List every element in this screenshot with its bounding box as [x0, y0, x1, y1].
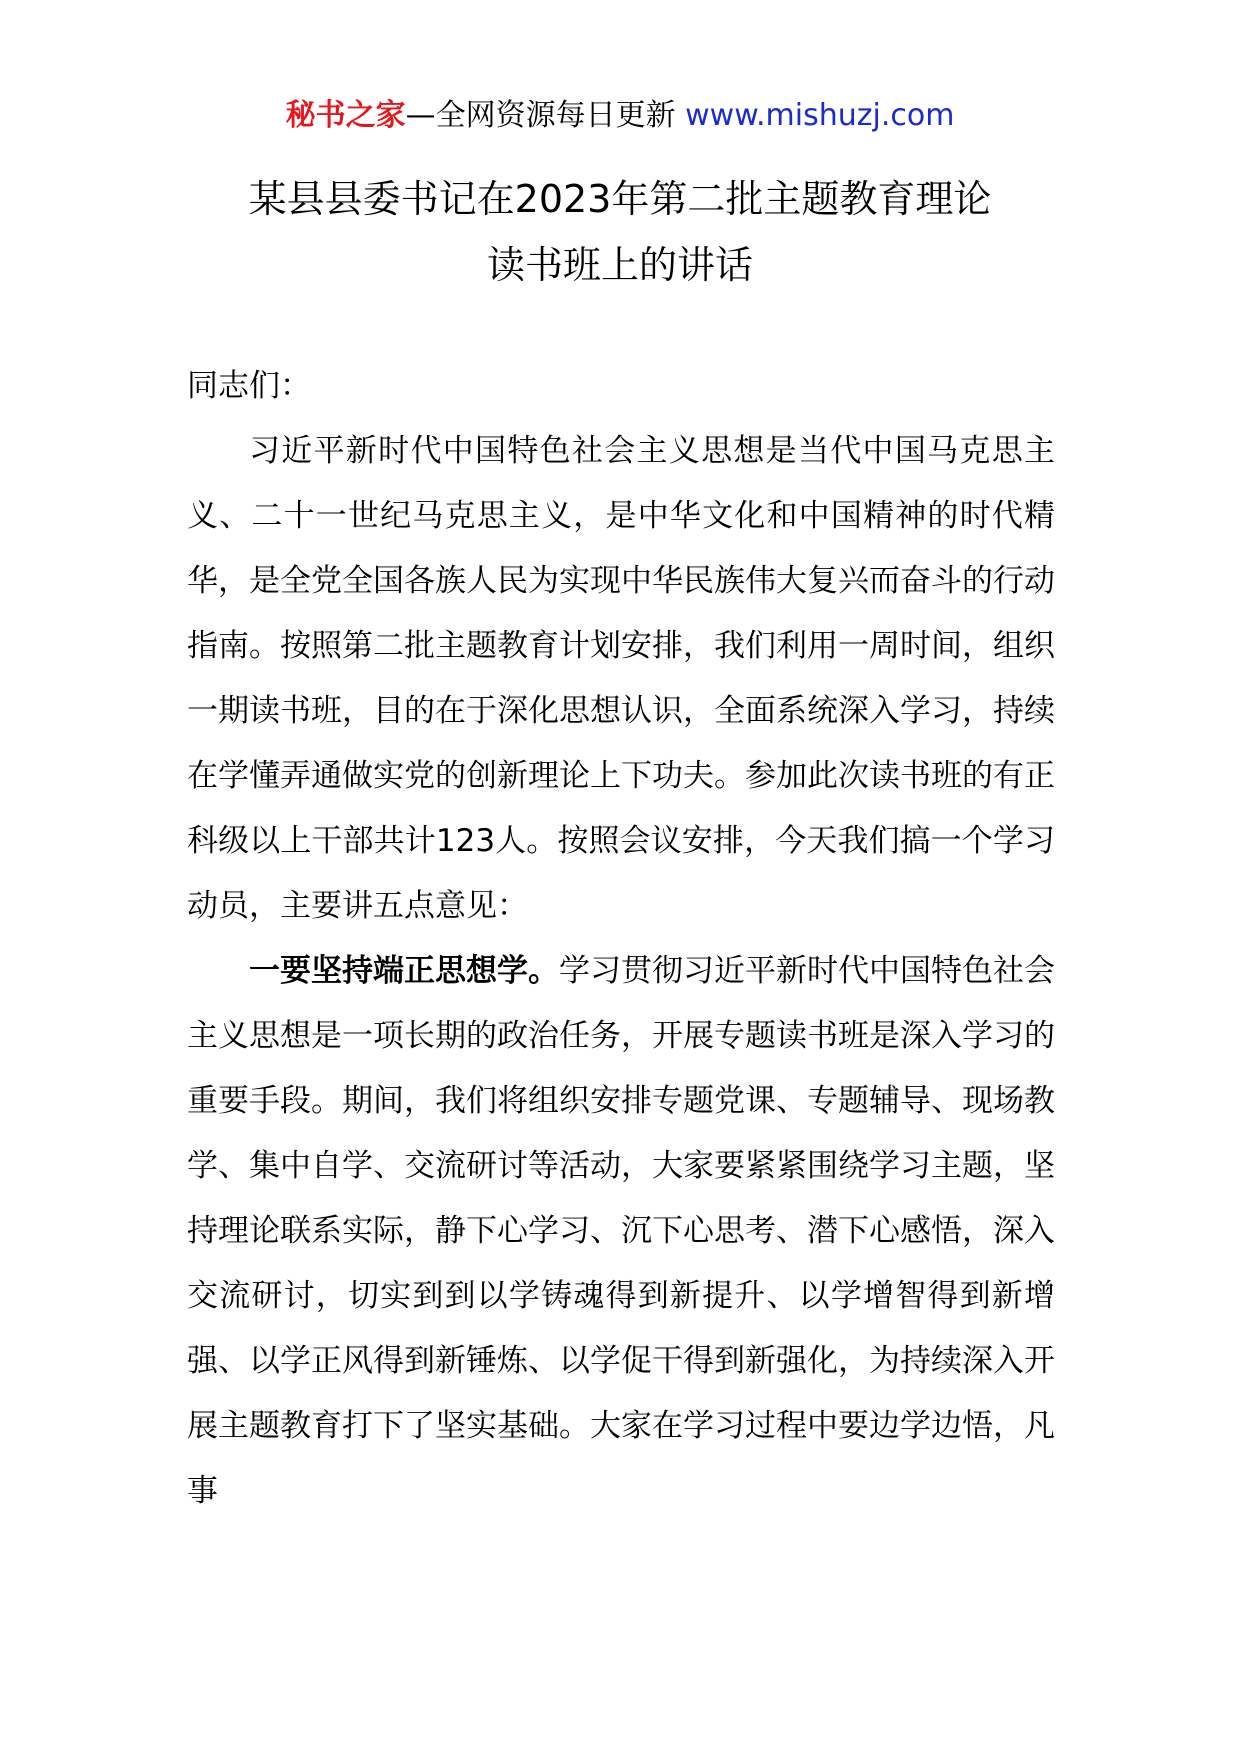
- brand-name: 秘书之家: [285, 98, 406, 133]
- salutation: 同志们：: [187, 368, 311, 404]
- title-line-1: 某县县委书记在2023年第二批主题教育理论: [248, 177, 992, 221]
- title-line-2: 读书班上的讲话: [486, 243, 753, 287]
- document-body: [187, 354, 1055, 1524]
- point-1-heading: 一要坚持端正思想学。: [249, 953, 559, 989]
- paragraph-point-1: [187, 939, 1055, 1524]
- banner-slogan: —全网资源每日更新: [405, 98, 686, 133]
- paragraph-intro: 习近平新时代中国特色社会主义思想是当代中国马克思主义、二十一世纪马克思主义，是中华文化和中国精神的时代精华，是全党全国各族人民为实现中华民族伟大复兴而奋斗的行动指南。按照第二批主题教育计划安排，我们利用一周时间，组织一期读书班，目的在于深化思想认识，全面系统深入学习，持续在学懂弄通做实党的创新理论上下功夫。参加此次读书班的有正科级以上干部共计123人。按照会议安排，今天我们搞一个学习动员，主要讲五点意见：: [187, 433, 1055, 924]
- site-url-link[interactable]: www.mishuzj.com: [685, 98, 955, 133]
- point-1-text: 学习贯彻习近平新时代中国特色社会主义思想是一项长期的政治任务，开展专题读书班是深入学习的重要手段。期间，我们将组织安排专题党课、专题辅导、现场教学、集中自学、交流研讨等活动，大家要紧紧围绕学习主题，坚持理论联系实际，静下心学习、沉下心思考、潜下心感悟，深入交流研讨，切实到到以学铸魂得到新提升、以学增智得到新增强、以学正风得到新锤炼、以学促干得到新强化，为持续深入开展主题教育打下了坚实基础。大家在学习过程中要边学边悟，凡事: [187, 953, 1055, 1509]
- site-banner: [0, 96, 1240, 136]
- document-title: [0, 166, 1240, 298]
